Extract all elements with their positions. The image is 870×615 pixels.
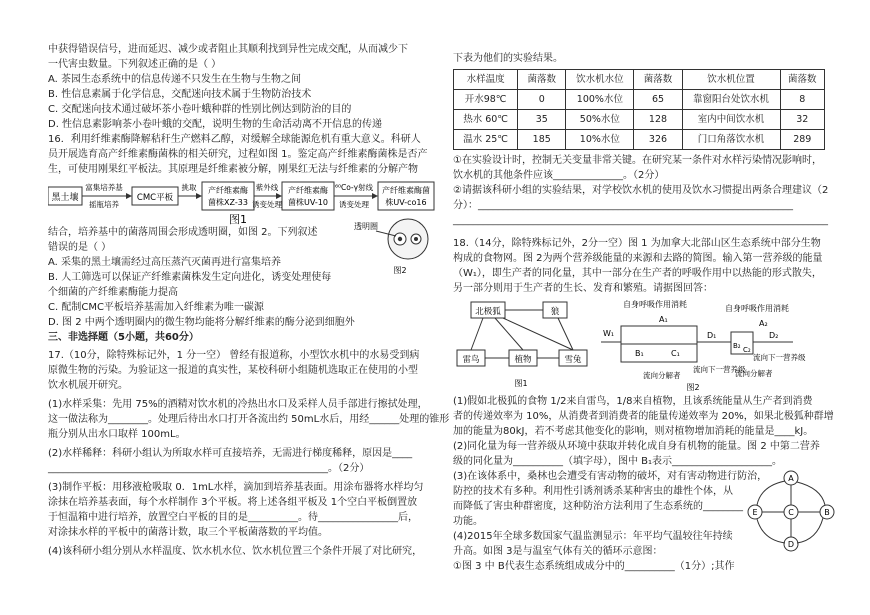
text-line: 饮水机的其他条件应该______________。（2分） <box>453 170 665 181</box>
text-line: 下表为他们的实验结果。 <box>453 53 563 64</box>
text-line: （W₁），即生产者的同化量，其中一部分在生产者的呼吸作用中以热能的形式散失， <box>453 268 822 279</box>
flow-arrow-label: 诱变处理 <box>339 200 369 209</box>
arrow-head-icon <box>276 193 282 199</box>
decomposer-label: 流向分解者 <box>643 371 681 380</box>
flow-arrow-label: ⁶⁰Co-γ射线 <box>334 183 374 192</box>
text-line: 一代害虫数量。下列叙述正确的是（ ） <box>48 59 222 70</box>
text-line: 对涂抹水样的平板中的菌落计数，取三个平板菌落数的平均值。 <box>48 527 328 538</box>
text-line: 而降低了害虫种群密度，这种防治方法利用了生态系统的________ <box>453 501 743 512</box>
figure-2-caption: 图2 <box>686 383 700 392</box>
food-web-arrow <box>495 318 523 350</box>
node-label: 狼 <box>550 307 560 317</box>
text-line: 原微生物的污染。为验证这一报道的真实性，某校科研小组随机选取正在使用的小型 <box>48 365 418 376</box>
node-label: 北极狐 <box>475 307 501 317</box>
text-line: 于恒温箱中进行培养，放置空白平板的目的是__________。待________________后， <box>48 512 418 523</box>
option-d: D. 图 2 中两个透明圈内的微生物均能将分解纤维素的酶分泌到细胞外 <box>48 317 355 328</box>
figure-1-caption: 图1 <box>514 379 528 388</box>
text-line: (2)水样稀释：科研小组认为所取水样可直接培养，无需进行梯度稀释，原因是____ <box>48 448 413 459</box>
table-header-row <box>454 70 825 90</box>
table-header: 饮水机位置 <box>682 70 780 90</box>
table-cell: 289 <box>780 130 824 150</box>
text-line: (3)在该体系中，桑林也会遭受有害动物的破坏，对有害动物进行防治， <box>453 471 768 482</box>
table-cell: 开水98℃ <box>454 90 518 110</box>
node-label: 雷鸟 <box>462 355 480 365</box>
text-line: ①在实验设计时，控制无关变量非常关键。在研究某一条件对水样污染情况影响时， <box>453 155 822 166</box>
d2-label: D₂ <box>769 331 779 340</box>
right-column <box>453 51 834 574</box>
table-cell: 100%水位 <box>566 90 634 110</box>
text-line: ___________________________________________________________________________ <box>453 215 828 226</box>
table-cell: 128 <box>634 110 682 130</box>
text-line: ②请据该科研小组的实验结果，对学校饮水机的使用及饮水习惯提出两条合理建议（2 <box>453 185 829 196</box>
table-header: 菌落数 <box>780 70 824 90</box>
table-row <box>454 130 825 150</box>
text-line: 者的传递效率为 10%，从消费者到消费者的能量传递效率为 20%，如果北极狐种群增 <box>453 411 834 422</box>
table-cell: 185 <box>518 130 566 150</box>
next-level-label: 流向下一营养级 <box>693 365 746 374</box>
flow-strain-label: 菌株XZ-33 <box>208 198 248 207</box>
node-label: C <box>788 508 794 517</box>
figures-1-2-diagrams <box>453 298 828 394</box>
w1-label: W₁ <box>603 329 615 338</box>
table-cell: 50%水位 <box>566 110 634 130</box>
text-line: (4)2015年全球多数国家气温监测显示：年平均气温较往年持续 <box>453 531 733 542</box>
c2-label: C₂ <box>743 346 751 354</box>
figure-1-caption: 图1 <box>229 213 247 225</box>
flow-strain-label: 产纤维素酶 <box>208 186 248 195</box>
cycle-arrow <box>757 519 785 543</box>
next-level-label: 流向下一营养级 <box>753 353 806 362</box>
flow-strain-label: 产纤维素酶菌 <box>382 186 430 195</box>
option-b: B. 人工筛选可以保证产纤维素菌株发生定向进化，诱变处理使每 <box>48 272 332 283</box>
figure-2-caption: 图2 <box>393 266 407 275</box>
question-16: 16．利用纤维素酶降解秸秆生产燃料乙醇，对缓解全球能源危机有重大意义。科研人 <box>48 134 421 145</box>
node-label: 雪兔 <box>564 355 582 365</box>
table-cell: 65 <box>634 90 682 110</box>
b1-label: B₁ <box>635 349 644 358</box>
table-cell: 32 <box>780 110 824 130</box>
respiration-label: 自身呼吸作用消耗 <box>623 300 687 309</box>
table-row <box>454 110 825 130</box>
table-cell: 326 <box>634 130 682 150</box>
table-cell: 门口角落饮水机 <box>682 130 780 150</box>
text-line: 中获得错误信号，进而延迟、减少或者阻止其顺利找到异性完成交配，从而减少下 <box>48 44 408 55</box>
flow-arrow-label: 富集培养基 <box>85 183 123 192</box>
colony <box>398 237 402 241</box>
text-line: 分）：_______________________________________________________________ <box>453 200 793 211</box>
table-cell: 室内中间饮水机 <box>682 110 780 130</box>
c1-label: C₁ <box>671 349 680 358</box>
arrow-head-icon <box>372 193 378 199</box>
a1-label: A₁ <box>659 315 668 324</box>
text-line: 构成的食物网。图 2为两个营养级能量的来源和去路的简图。输入第一营养级的能量 <box>453 253 823 264</box>
food-web-arrow <box>503 318 573 350</box>
food-web-arrow <box>471 318 483 350</box>
cycle-arrow <box>797 482 825 505</box>
table-cell: 10%水位 <box>566 130 634 150</box>
table-cell: 热水 60℃ <box>454 110 518 130</box>
flow-arrow-label: 摇瓶培养 <box>89 200 119 209</box>
figure-3-cycle <box>745 470 837 552</box>
figure-2-petri-dish <box>354 217 434 277</box>
table-cell: 0 <box>518 90 566 110</box>
table-header: 水样温度 <box>454 70 518 90</box>
a2-label: A₂ <box>759 319 768 328</box>
option-a: A. 茶园生态系统中的信息传递不只发生在生物与生物之间 <box>48 74 302 85</box>
left-text-mid <box>48 222 433 330</box>
text-line: (2)同化量为每一营养级从环境中获取并转化成自身有机物的能量。图 2 中第二营养 <box>453 441 820 452</box>
node-label: 植物 <box>514 355 532 365</box>
option-c: C. 配制CMC平板培养基需加入纤维素为唯一碳源 <box>48 302 264 313</box>
text-line: 防控的技术有多种。利用性引诱剂诱杀某种害虫的雄性个体，从 <box>453 486 733 497</box>
table-cell: 温水 25℃ <box>454 130 518 150</box>
flow-arrow-label: 挑取 <box>181 183 197 192</box>
table-header: 菌落数 <box>634 70 682 90</box>
table-row <box>454 90 825 110</box>
node-label: A <box>788 474 794 483</box>
text-line: ________________________________________________________。（2分） <box>48 463 370 474</box>
text-line: 生，可使用刚果红平板法。其原理是纤维素被分解，刚果红无法与纤维素的分解产物 <box>48 164 418 175</box>
text-line: 个细菌的产纤维素酶能力提高 <box>48 287 178 298</box>
text-line: 另一部分则用于生产者的生长、发育和繁殖。请据图回答： <box>453 283 713 294</box>
flow-strain-label: 产纤维素酶 <box>288 186 328 195</box>
table-header: 菌落数 <box>518 70 566 90</box>
table-cell: 35 <box>518 110 566 130</box>
arrow-head-icon <box>126 193 132 199</box>
food-web <box>457 302 587 388</box>
text-line: 级的同化量为__________（填字母），图中 B₁表示____________________。 <box>453 456 783 467</box>
question-18 <box>453 236 825 296</box>
table-header: 饮水机水位 <box>566 70 634 90</box>
flow-cmc-label: CMC平板 <box>136 193 174 203</box>
cycle-arrow <box>757 481 785 505</box>
question-17 <box>48 348 450 559</box>
food-web-arrow <box>558 318 573 350</box>
node-label: B <box>824 508 830 517</box>
clear-zone-label: 透明圈 <box>354 222 378 231</box>
d1-label: D₁ <box>707 331 717 340</box>
flow-soil-label: 黑土壤 <box>51 193 79 203</box>
section-3-heading: 三、非选择题（5小题，共60分） <box>48 332 199 343</box>
text-line: 18.（14分，除特殊标记外，2分一空）图 1 为加拿大北部山区生态系统中部分生物 <box>453 238 821 249</box>
results-table <box>453 69 825 150</box>
b2-label: B₂ <box>733 342 741 350</box>
text-line: 这一做法称为________。处理后待出水口打开各流出约 50mL水后，用经______处理的锥形 <box>48 414 450 425</box>
flow-strain-label: 菌株UV-10 <box>288 198 328 207</box>
arrow-head-icon <box>196 193 202 199</box>
text-line: 功能。 <box>453 516 483 527</box>
right-text-bottom <box>453 394 834 574</box>
left-column <box>48 42 450 559</box>
energy-flow <box>601 299 806 392</box>
left-text-top <box>48 42 433 177</box>
text-line: (1)水样采集：先用 75%的酒精对饮水机的冷热出水口及采样人员手部进行擦拭处理， <box>48 399 428 410</box>
colony <box>414 237 418 241</box>
text-line: 17.（10分，除特殊标记外，1 分一空） 曾经有报道称，小型饮水机中的水易受到病 <box>48 350 420 361</box>
text-line: ①图 3 中 B代表生态系统组成成分中的__________（1分）;其作 <box>453 561 735 572</box>
decomposer-label: 流向分解者 <box>735 369 773 378</box>
text-line: (1)假如北极狐的食物 1/2来自雷鸟，1/8来自植物，且该系统能量从生产者到消费 <box>453 396 813 407</box>
text-line: 结合，培养基中的菌落周围会形成透明圈，如图 2。下列叙述 <box>48 227 318 238</box>
text-line: 瓶分别从出水口取样 100mL。 <box>48 429 186 440</box>
text-line: 涂抹在培养基表面，每个水样制作 3个平板。将上述各组平板及 1个空白平板倒置放 <box>48 497 418 508</box>
text-line: (4)该科研小组分别从水样温度、饮水机水位、饮水机位置三个条件开展了对比研究， <box>48 546 423 557</box>
text-line: 加的能量为80kJ，若不考虑其他变化的影响，则对植物增加消耗的能量是____kJ。 <box>453 426 814 437</box>
text-line: 员开展选育高产纤维素酶菌株的相关研究，过程如图 1。鉴定高产纤维素酶菌株是否产 <box>48 149 428 160</box>
flow-strain-label: 株UV-co16 <box>385 198 427 207</box>
option-d: D. 性信息素影响茶小卷叶蛾的交配，说明生物的生命活动离不开信息的传递 <box>48 119 383 130</box>
flow-arrow-label: 紫外线 <box>255 183 279 192</box>
table-cell: 靠窗阳台处饮水机 <box>682 90 780 110</box>
table-cell: 8 <box>780 90 824 110</box>
option-a: A. 采集的黑土壤需经过高压蒸汽灭菌再进行富集培养 <box>48 257 282 268</box>
text-line: 错误的是（ ） <box>48 242 112 253</box>
option-b: B. 性信息素属于化学信息，交配迷向技术属于生物防治技术 <box>48 89 312 100</box>
cycle-arrow <box>797 518 823 543</box>
option-c: C. 交配迷向技术通过破坏茶小卷叶蛾种群的性别比例达到防治的目的 <box>48 104 352 115</box>
text-line: 饮水机展开研究。 <box>48 380 128 391</box>
node-label: E <box>752 508 758 517</box>
text-line: (3)制作平板：用移液枪吸取 0．1mL水样，滴加到培养基表面。用涂布器将水样均匀 <box>48 482 424 493</box>
text-line: 升高。如图 3是与温室气体有关的循环示意图： <box>453 546 663 557</box>
flow-arrow-label: 诱变处理 <box>252 200 282 209</box>
respiration-label: 自身呼吸作用消耗 <box>725 304 789 313</box>
node-label: D <box>787 540 795 549</box>
